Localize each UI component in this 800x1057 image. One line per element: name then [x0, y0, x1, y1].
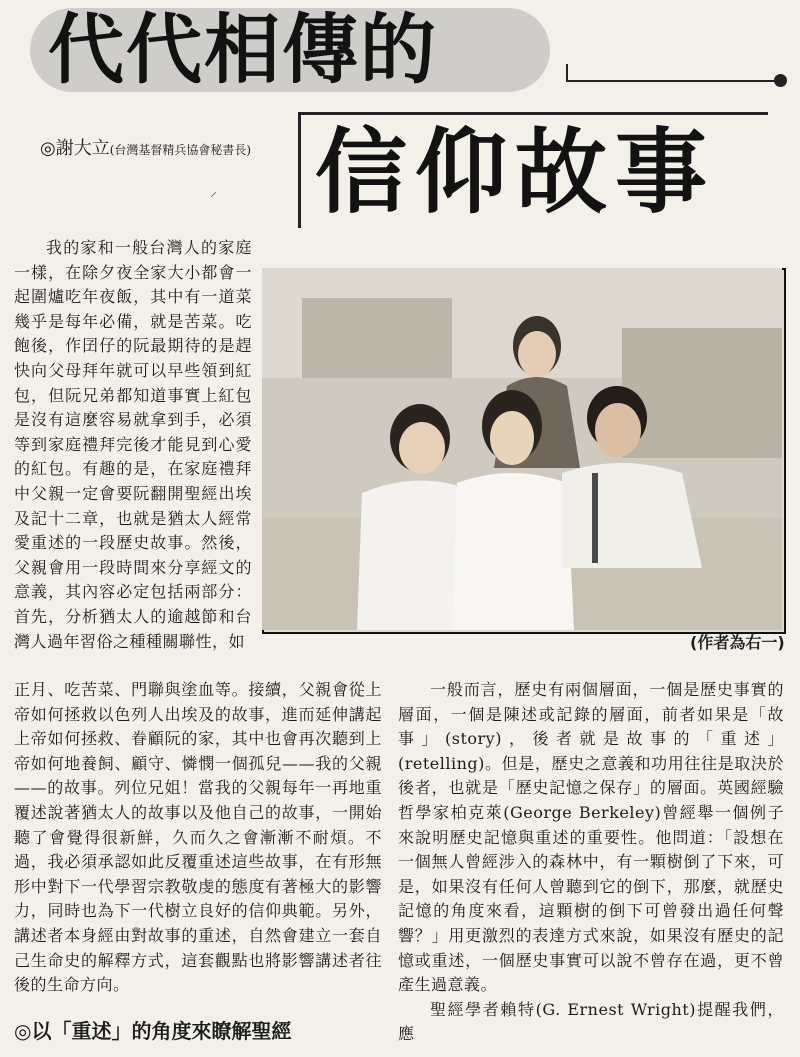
group-photo [262, 268, 782, 630]
author-name: ◎謝大立 [40, 138, 110, 159]
title-line-1: 代代相傳的 [48, 5, 438, 94]
left-column [14, 236, 252, 654]
title-line-2: 信仰故事 [315, 119, 716, 226]
title-rule-dot [774, 74, 787, 87]
section-heading: ◎以「重述」的角度來瞭解聖經 [14, 1019, 292, 1043]
title-frame-top [298, 112, 768, 115]
author-byline [40, 134, 251, 160]
right-paragraph-1: 一般而言，歷史有兩個層面，一個是歷史事實的層面，一個是陳述或記錄的層面，前者如果是「故事」(story)，後者就是故事的「重述」(retelling)。但是，歷史之意義和功用往往是取決於後者，也就是「歷史記憶之保存」的層面。英國經驗哲學家柏克萊(George Berkeley)曾經舉一個例子來說明歷史記憶與重述的重要性。他問道：「設想在一個無人曾經涉入的森林中，有一顆樹倒了下來，可是，如果沒有任何人曾聽到它的倒下，那麼，就歷史記憶的角度來看，這顆樹的倒下可曾發出過任何聲響？」用更激烈的表達方式來說，如果沒有歷史的記憶或重述，一個歷史事實可以說不曾存在過，更不曾產生過意義。 [398, 680, 784, 995]
left-column-paragraph: 我的家和一般台灣人的家庭一樣，在除夕夜全家大小都會一起圍爐吃年夜飯，其中有一道菜幾乎是每年必備，就是苦菜。吃飽後，作囝仔的阮最期待的是趕快向父母拜年就可以早些領到紅包，但阮兄弟都知道事實上紅包是沒有這麼容易就拿到手，必須等到家庭禮拜完後才能見到心愛的紅包。有趣的是，在家庭禮拜中父親一定會要阮翻開聖經出埃及記十二章，也就是猶太人經常愛重述的一段歷史故事。然後，父親會用一段時間來分享經文的意義，其內容必定包括兩部分：首先，分析猶太人的逾越節和台灣人過年習俗之種種關聯性，如 [14, 238, 252, 651]
decorative-mark: ⸝ [210, 184, 217, 200]
right-column [398, 678, 784, 1047]
group-photo-image [262, 268, 782, 630]
right-paragraph-2: 聖經學者賴特(G. Ernest Wright)提醒我們，應 [398, 999, 784, 1044]
title-rule [566, 80, 781, 82]
photo-caption: (作者為右一) [690, 633, 785, 652]
author-role: (台灣基督精兵協會秘書長) [109, 143, 252, 157]
wide-column [14, 678, 382, 998]
wide-paragraph: 正月、吃苦菜、門聯與塗血等。接續，父親會從上帝如何拯救以色列人出埃及的故事，進而延伸講起上帝如何拯救、眷顧阮的家，其中也會再次聽到上帝如何地養飼、顧守、憐憫一個孤兒——我的父親——的故事。列位兄姐！當我的父親每年一再地重覆述說著猶太人的故事以及他自己的故事，一開始聽了會覺得很新鮮，久而久之會漸漸不耐煩。不過，我必須承認如此反覆重述這些故事，在有形無形中對下一代學習宗教敬虔的態度有著極大的影響力，同時也為下一代樹立良好的信仰典範。另外，講述者本身經由對故事的重述，自然會建立一套自己生命史的解釋方式，這套觀點也將影響講述者往後的生命方向。 [14, 680, 382, 995]
title-frame-left [298, 112, 301, 228]
